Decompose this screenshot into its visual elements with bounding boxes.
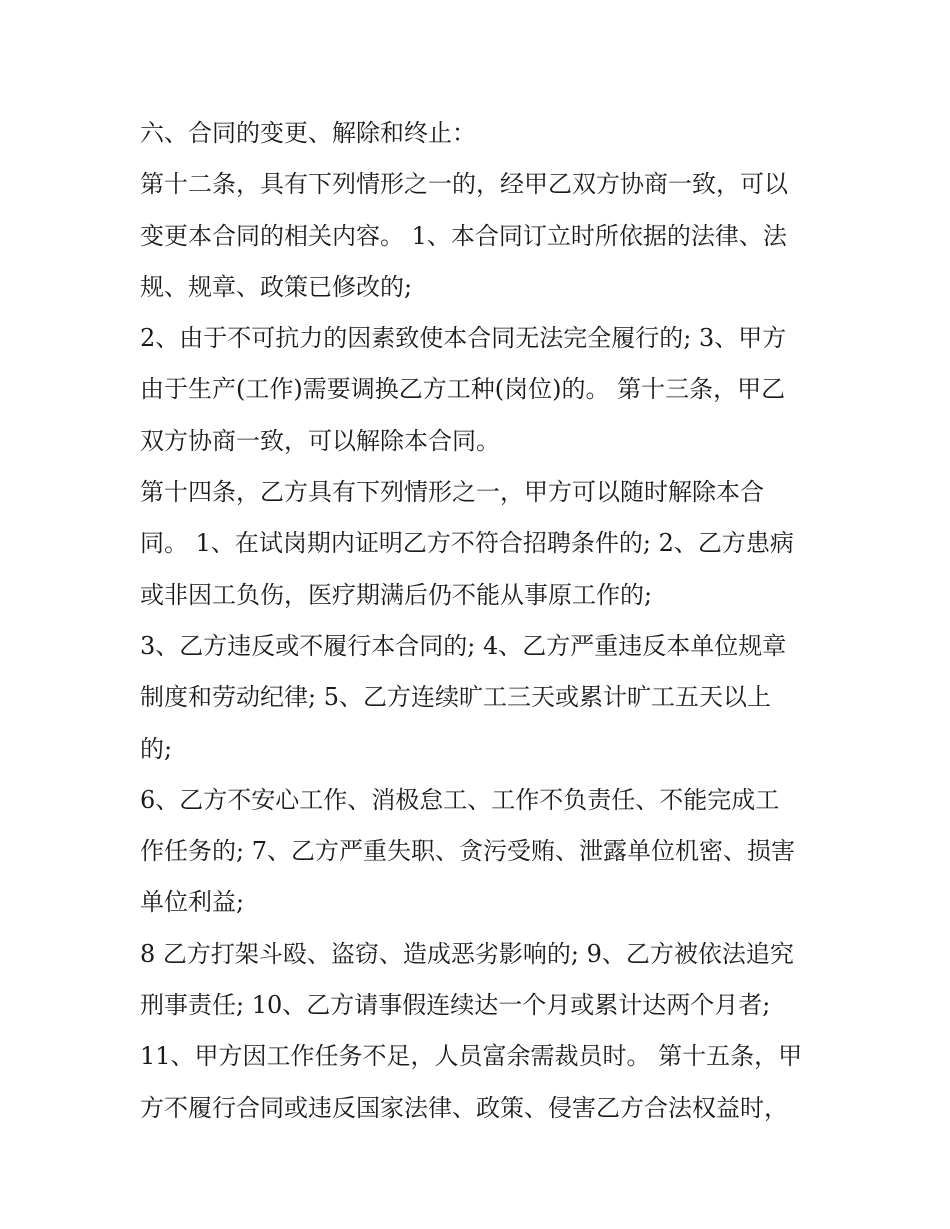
text-line: 变更本合同的相关内容。 1、本合同订立时所依据的法律、法 [140, 221, 787, 250]
text-line: 2、由于不可抗力的因素致使本合同无法完全履行的; 3、甲方 [140, 324, 787, 353]
text-line: 制度和劳动纪律; 5、乙方连续旷工三天或累计旷工五天以上 [140, 683, 771, 712]
text-line: 刑事责任; 10、乙方请事假连续达一个月或累计达两个月者; [140, 991, 771, 1020]
text-line-section-heading: 六、合同的变更、解除和终止： [140, 119, 476, 147]
text-line: 6、乙方不安心工作、消极怠工、工作不负责任、不能完成工 [140, 785, 780, 814]
text-line: 的; [140, 734, 173, 763]
text-line: 由于生产(工作)需要调换乙方工种(岗位)的。 第十三条，甲乙 [140, 375, 786, 404]
text-line: 8 乙方打架斗殴、盗窃、造成恶劣影响的; 9、乙方被依法追究 [140, 939, 794, 968]
text-line: 第十二条，具有下列情形之一的，经甲乙双方协商一致，可以 [140, 170, 788, 199]
text-line: 或非因工负伤，医疗期满后仍不能从事原工作的; [140, 580, 653, 609]
text-line: 11、甲方因工作任务不足，人员富余需裁员时。 第十五条，甲 [140, 1042, 803, 1071]
text-line: 同。 1、在试岗期内证明乙方不符合招聘条件的; 2、乙方患病 [140, 529, 794, 558]
text-line: 作任务的; 7、乙方严重失职、贪污受贿、泄露单位机密、损害 [140, 837, 795, 866]
text-line: 单位利益; [140, 888, 245, 917]
text-line: 第十四条，乙方具有下列情形之一，甲方可以随时解除本合 [140, 478, 764, 507]
text-line: 规、规章、政策已修改的; [140, 272, 413, 301]
text-line: 双方协商一致，可以解除本合同。 [140, 426, 500, 455]
text-line: 方不履行合同或违反国家法律、政策、侵害乙方合法权益时， [140, 1093, 788, 1122]
text-line: 3、乙方违反或不履行本合同的; 4、乙方严重违反本单位规章 [140, 631, 787, 660]
contract-text [140, 108, 830, 1134]
